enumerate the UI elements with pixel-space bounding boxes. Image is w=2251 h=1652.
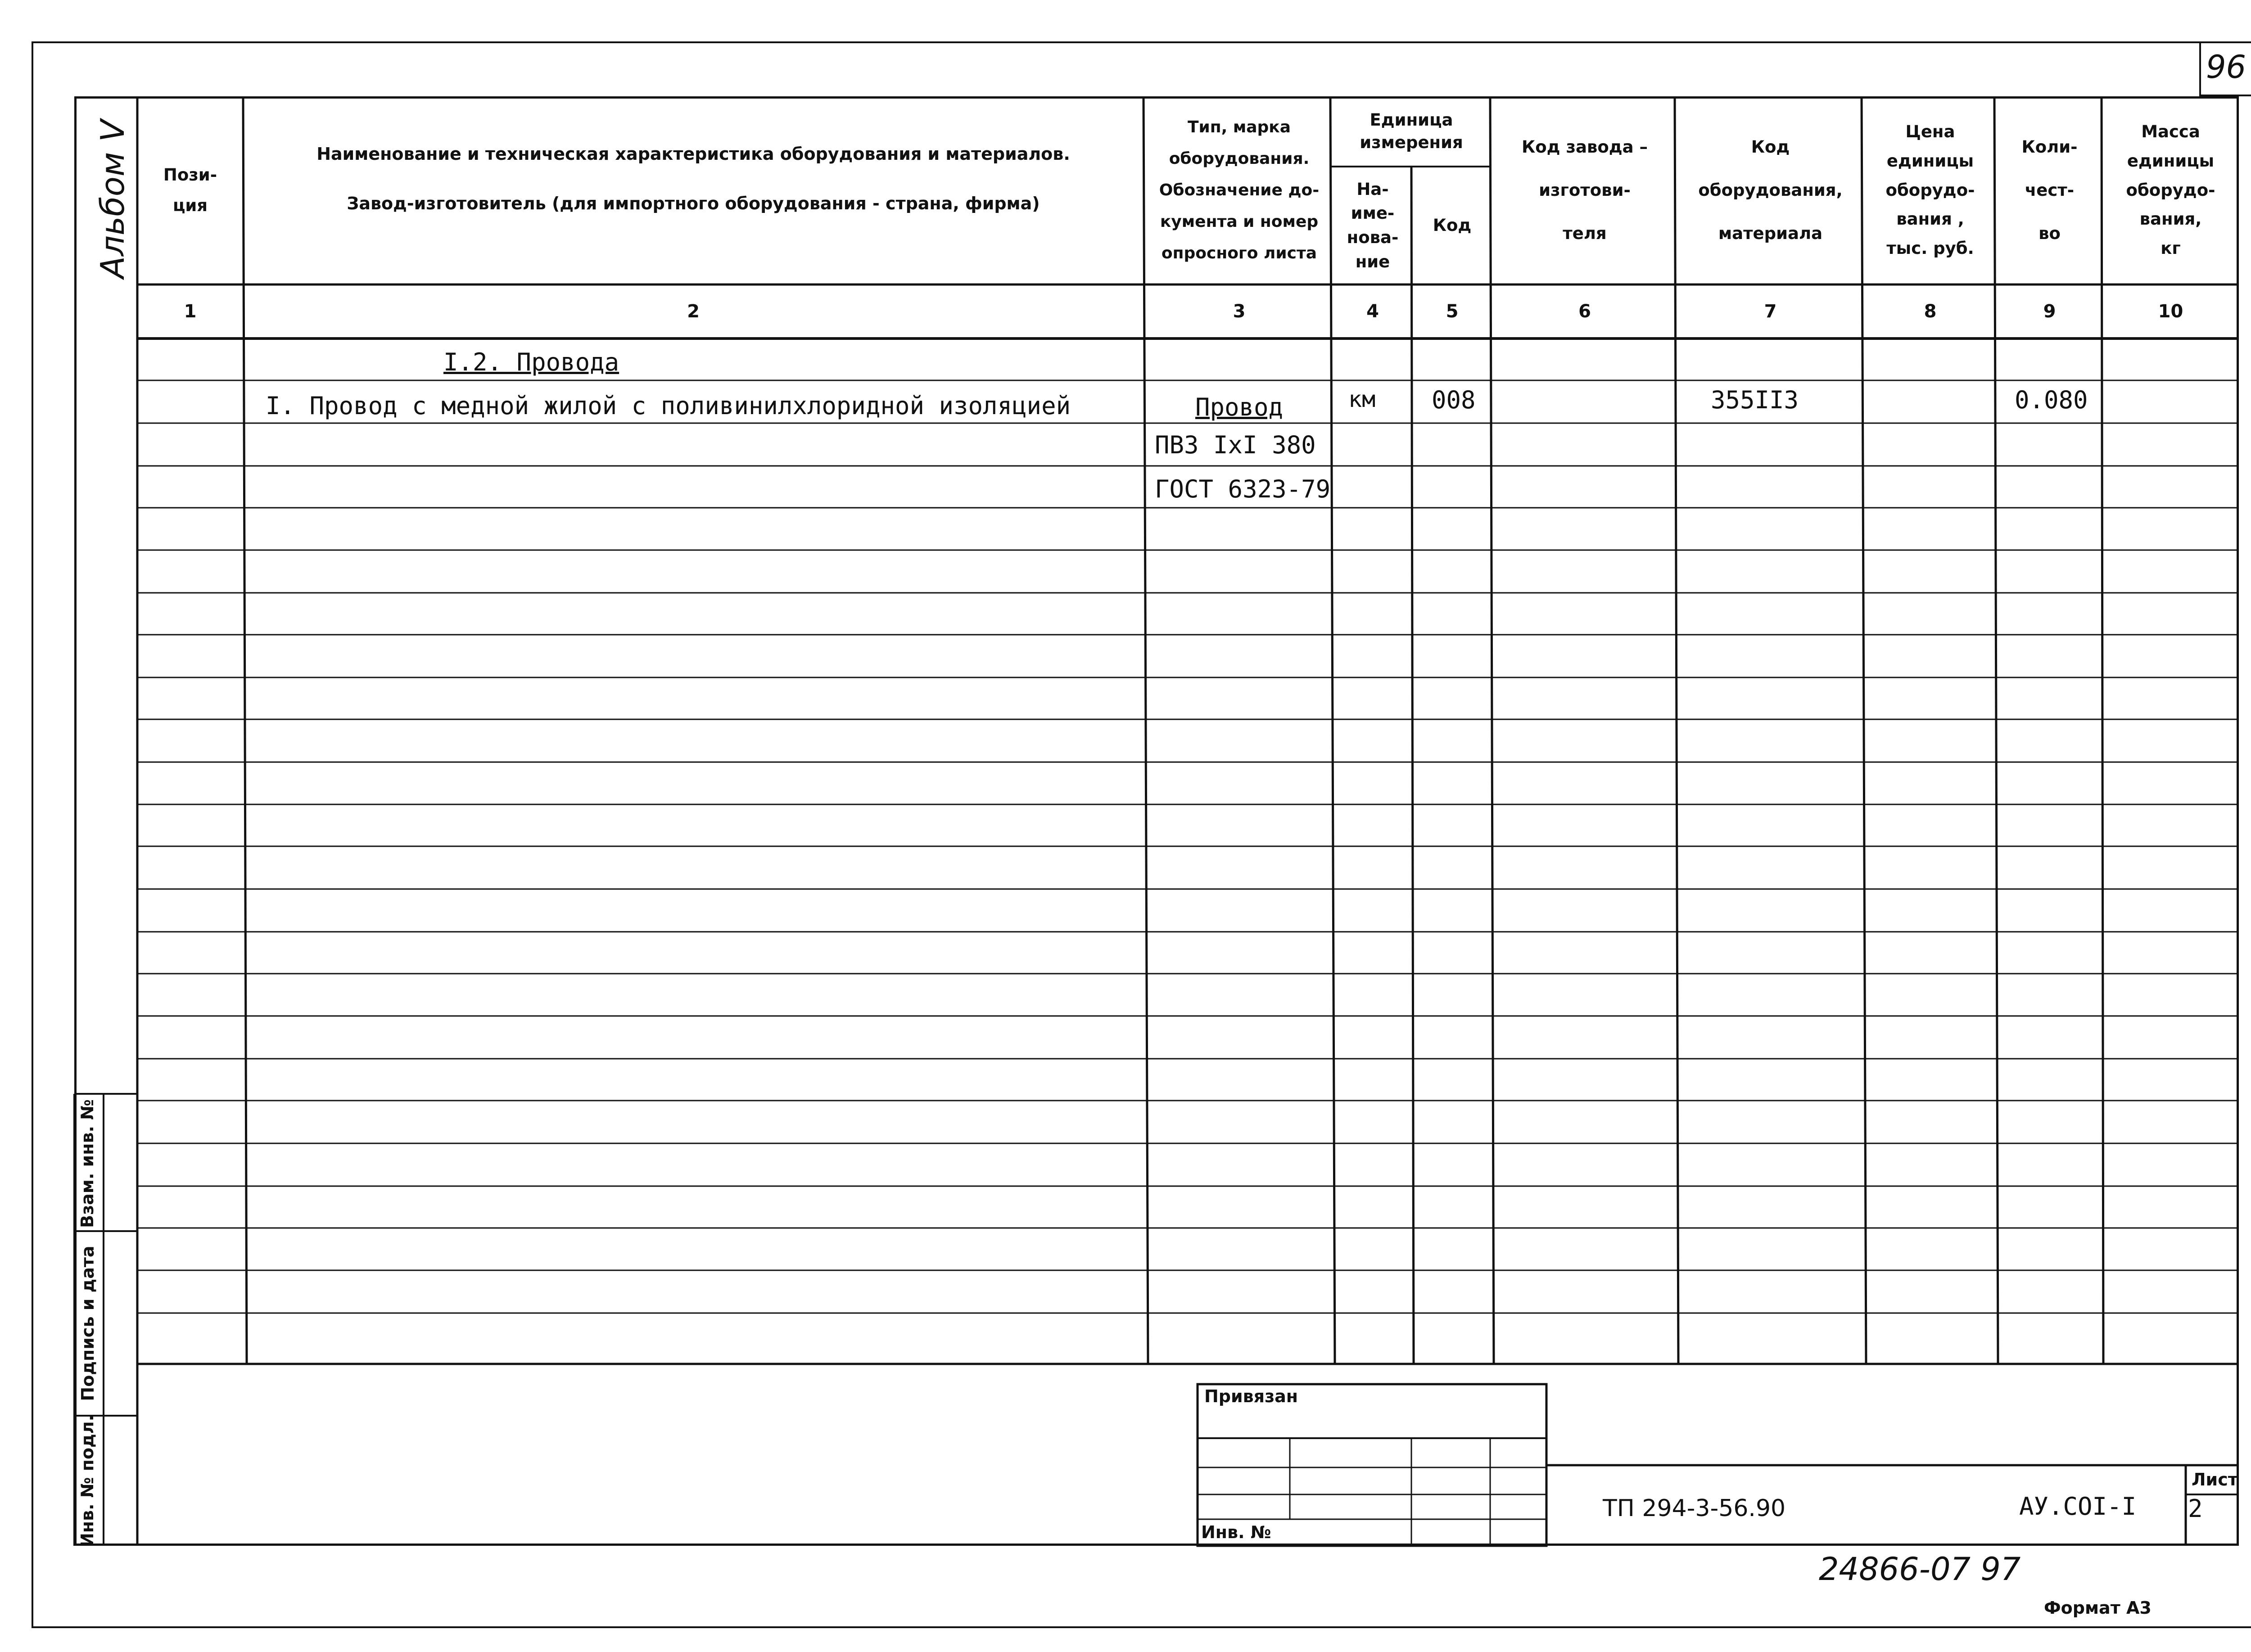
item-type-line2: ПВЗ IхI 380 xyxy=(1155,431,1316,459)
col-number-1: 1 xyxy=(184,301,197,322)
equipment-code: 355II3 xyxy=(1711,386,1799,414)
inv-no-label: Инв. № xyxy=(1201,1522,1271,1542)
col-number-8: 8 xyxy=(1924,301,1937,322)
sheet-label: Лист xyxy=(2192,1470,2238,1490)
stamp-podpis-data: Подпись и дата xyxy=(78,1246,98,1401)
page-number: 96 xyxy=(2206,49,2246,86)
col1-header: Пози- ция xyxy=(163,165,217,215)
quantity: 0.080 xyxy=(2015,386,2088,414)
format-label: Формат А3 xyxy=(2044,1598,2152,1618)
col-number-7: 7 xyxy=(1764,301,1777,322)
item-name: I. Провод с медной жилой с поливинилхлоридной изоляцией xyxy=(266,392,1071,420)
col3-header: Тип, марка оборудования. Обозначение до- кумента и номер опросного листа xyxy=(1159,117,1320,263)
stamp-vzam-inv: Взам. инв. № xyxy=(77,1099,97,1228)
col6-header: Код завода – изготови- теля xyxy=(1522,137,1648,244)
col2-header-line1: Наименование и техническая характеристика оборудования и материалов. xyxy=(316,144,1070,164)
col8-header: Цена единицы оборудо- вания , тыс. руб. xyxy=(1885,122,1975,258)
privyazan-label: Привязан xyxy=(1204,1386,1298,1406)
sheet-value: 2 xyxy=(2188,1494,2203,1523)
item-type-line1: Провод xyxy=(1195,393,1284,421)
col-number-6: 6 xyxy=(1578,301,1591,322)
col-number-10: 10 xyxy=(2158,301,2183,322)
doc-code: ТП 294-3-56.90 xyxy=(1603,1495,1786,1522)
col-number-4: 4 xyxy=(1366,301,1379,322)
album-label: Альбом V xyxy=(94,119,131,279)
col4-header: На- име- нова- ние xyxy=(1347,179,1399,271)
stamp-inv-podl: Инв. № подл. xyxy=(77,1414,97,1548)
doc-id: АУ.COI-I xyxy=(2019,1492,2137,1521)
col2-header-line2: Завод-изготовитель (для импортного оборудования - страна, фирма) xyxy=(347,194,1040,213)
archive-number: 24866-07 97 xyxy=(1819,1551,2021,1588)
col-number-2: 2 xyxy=(687,301,700,322)
item-type-line3: ГОСТ 6323-79 xyxy=(1155,475,1331,503)
section-title: I.2. Провода xyxy=(443,348,619,376)
col-number-5: 5 xyxy=(1446,301,1459,322)
unit-name: км xyxy=(1348,386,1376,412)
col10-header: Масса единицы оборудо- вания, кг xyxy=(2126,122,2215,258)
unit-code: 008 xyxy=(1432,386,1476,414)
col9-header: Коли- чест- во xyxy=(2021,137,2078,244)
col7-header: Код оборудования, материала xyxy=(1698,137,1843,244)
unit-group-header: Единица измерения xyxy=(1360,110,1463,152)
col-number-3: 3 xyxy=(1233,301,1246,322)
col5-header: Код xyxy=(1433,215,1472,235)
col-number-9: 9 xyxy=(2043,301,2056,322)
